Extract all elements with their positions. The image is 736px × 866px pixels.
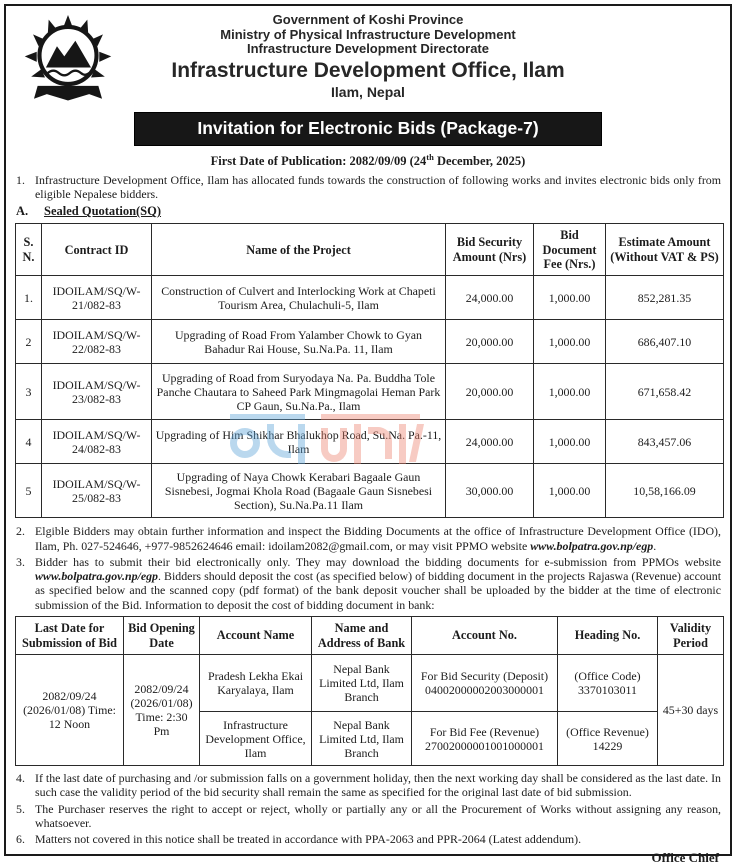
cell-bid-security: 24,000.00 <box>446 420 534 464</box>
cell-sn: 3 <box>16 364 42 420</box>
cell-bank: Nepal Bank Limited Ltd, Ilam Branch <box>312 712 412 766</box>
banner-title: Invitation for Electronic Bids (Package-7) <box>197 117 539 138</box>
table-row <box>16 276 724 320</box>
account-number: 27002000001001000001 <box>425 738 544 753</box>
note-5-text: The Purchaser reserves the right to accept or reject, wholly or partially any or all the Procurement of Works without assigning any reason, whatsoever. <box>35 801 721 830</box>
note-3-number: 3. <box>16 554 25 569</box>
koshi-province-emblem-logo <box>22 12 114 115</box>
heading-number: 14229 <box>592 738 623 753</box>
bids-table <box>15 223 724 518</box>
cell-contract-id: IDOILAM/SQ/W-21/082-83 <box>42 276 152 320</box>
cell-sn: 4 <box>16 420 42 464</box>
table-row <box>16 655 724 712</box>
cell-project: Upgrading of Road From Yalamber Chowk to Gyan Bahadur Rai House, Su.Na.Pa. 11, Ilam <box>152 320 446 364</box>
bank-table-header <box>16 617 724 655</box>
ministry-line: Ministry of Physical Infrastructure Development <box>220 26 516 42</box>
heading-label: (Office Code) <box>574 669 641 684</box>
note-4 <box>15 771 721 800</box>
cell-opening-date: 2082/09/24 (2026/01/08) Time: 2:30 Pm <box>124 655 200 766</box>
account-number: 04002000002003000001 <box>425 683 544 698</box>
note-6 <box>15 832 721 846</box>
cell-bid-security: 20,000.00 <box>446 364 534 420</box>
cell-contract-id: IDOILAM/SQ/W-24/082-83 <box>42 420 152 464</box>
cell-doc-fee: 1,000.00 <box>534 420 606 464</box>
section-a-letter: A. <box>16 204 29 219</box>
note-1-number: 1. <box>16 172 25 187</box>
table-row <box>16 320 724 364</box>
note-1 <box>15 173 721 202</box>
note-2-segment: . <box>653 538 657 553</box>
note-4-number: 4. <box>16 771 25 786</box>
heading-number: 3370103011 <box>577 683 637 698</box>
col-contract-id: Contract ID <box>42 224 152 276</box>
cell-project: Upgrading of Him Shikhar Bhalukhop Road, Su.Na. Pa.-11, Ilam <box>152 420 446 464</box>
cell-contract-id: IDOILAM/SQ/W-23/082-83 <box>42 364 152 420</box>
cell-project: Construction of Culvert and Interlocking Work at Chapeti Tourism Area, Chulachuli-5, Ilam <box>152 276 446 320</box>
note-2-segment: Elgible Bidders may obtain further information and inspect the Bidding Documents at the office of Infrastructure Development Office (IDO), Ilam, Ph. 027-524646, +977-9852624646 email: idoilam2082@gmail.com, or may visit PPMO website <box>35 524 721 553</box>
cell-heading-no <box>558 655 658 712</box>
invitation-banner <box>134 112 602 146</box>
col-account-no: Account No. <box>412 617 558 655</box>
cell-bid-security: 24,000.00 <box>446 276 534 320</box>
publication-prefix: First Date of Publication: 2082/09/09 (24 <box>210 153 427 168</box>
note-5-number: 5. <box>16 801 25 816</box>
account-label: For Bid Fee (Revenue) <box>429 724 540 739</box>
cell-account-name: Infrastructure Development Office, Ilam <box>200 712 312 766</box>
cell-doc-fee: 1,000.00 <box>534 464 606 518</box>
note-5 <box>15 802 721 831</box>
cell-bid-security: 30,000.00 <box>446 464 534 518</box>
account-label: For Bid Security (Deposit) <box>420 669 549 684</box>
ppmo-website-url: www.bolpatra.gov.np/egp <box>530 538 654 553</box>
note-4-text: If the last date of purchasing and /or submission falls on a government holiday, then the next working day shall be considered as the last date. In such case the validity period of the bid security shall remain the same as specified for the original last date of bid submission. <box>35 771 721 800</box>
note-3-segment: . Bidders should deposit the cost (as specified below) of bidding document in the projects Rajaswa (Revenue) account as specified below and the scanned copy (pdf format) of the bank deposit voucher shall be uploaded by the bidder at the time of electronic submission of the Bid. Information to deposit the cost of bidding document in bank: <box>35 569 721 612</box>
table-header-row <box>16 224 724 276</box>
cell-sn: 2 <box>16 320 42 364</box>
cell-estimate: 10,58,166.09 <box>606 464 724 518</box>
col-last-date: Last Date for Submission of Bid <box>16 617 124 655</box>
col-project-name: Name of the Project <box>152 224 446 276</box>
directorate-line: Infrastructure Development Directorate <box>246 41 489 56</box>
table-header-row <box>16 617 724 655</box>
publication-ordinal: th <box>426 151 434 162</box>
cell-bid-security: 20,000.00 <box>446 320 534 364</box>
col-heading-no: Heading No. <box>558 617 658 655</box>
table-row <box>16 464 724 518</box>
col-bid-security: Bid Security Amount (Nrs) <box>446 224 534 276</box>
note-6-number: 6. <box>16 832 25 847</box>
note-1-text: Infrastructure Development Office, Ilam has allocated funds towards the construction of following works and invites electronic bids only from eligible Nepalese bidders. <box>35 172 721 201</box>
cell-doc-fee: 1,000.00 <box>534 276 606 320</box>
col-doc-fee: Bid Document Fee (Nrs.) <box>534 224 606 276</box>
cell-sn: 5 <box>16 464 42 518</box>
note-3-segment: Bidder has to submit their bid electronically only. They may download the bidding documents for e-submission from PPMOs website <box>35 554 721 569</box>
ppmo-website-url: www.bolpatra.gov.np/egp <box>35 569 158 584</box>
office-title: Infrastructure Development Office, Ilam <box>171 58 565 82</box>
cell-estimate: 686,407.10 <box>606 320 724 364</box>
cell-bank: Nepal Bank Limited Ltd, Ilam Branch <box>312 655 412 712</box>
publication-suffix: December, 2025) <box>433 153 526 168</box>
cell-contract-id: IDOILAM/SQ/W-25/082-83 <box>42 464 152 518</box>
emblem-icon <box>22 12 114 110</box>
cell-project: Upgrading of Naya Chowk Kerabari Bagaale Gaun Sisnebesi, Jogmai Khola Road (Bagaale Gaun Sisnebesi Section), Su.Na.Pa.11 Ilam <box>152 464 446 518</box>
note-2-text <box>35 524 721 553</box>
col-bank: Name and Address of Bank <box>312 617 412 655</box>
cell-account-no <box>412 712 558 766</box>
note-6-text: Matters not covered in this notice shall be treated in accordance with PPA-2063 and PPR-2064 (Latest addendum). <box>35 832 582 847</box>
note-2 <box>15 524 721 553</box>
cell-estimate: 671,658.42 <box>606 364 724 420</box>
col-estimate: Estimate Amount (Without VAT & PS) <box>606 224 724 276</box>
cell-estimate: 852,281.35 <box>606 276 724 320</box>
bank-deposit-table <box>15 616 724 766</box>
publication-date-line <box>15 152 721 169</box>
col-validity: Validity Period <box>658 617 724 655</box>
cell-sn: 1. <box>16 276 42 320</box>
table-row <box>16 364 724 420</box>
col-opening-date: Bid Opening Date <box>124 617 200 655</box>
col-sn: S. N. <box>16 224 42 276</box>
section-a-title: Sealed Quotation(SQ) <box>44 204 162 219</box>
office-location: Ilam, Nepal <box>331 83 405 100</box>
bids-table-header <box>16 224 724 276</box>
section-a-heading <box>15 204 721 219</box>
letterhead <box>15 13 721 100</box>
government-line: Government of Koshi Province <box>272 12 464 27</box>
cell-estimate: 843,457.06 <box>606 420 724 464</box>
cell-project: Upgrading of Road from Suryodaya Na. Pa. Buddha Tole Panche Chautara to Saheed Park Mingmagolai Heman Park CP Gaun, Su.Na.Pa., Ilam <box>152 364 446 420</box>
office-chief-signature: Office Chief <box>651 849 719 865</box>
heading-label: (Office Revenue) <box>566 724 649 739</box>
note-2-number: 2. <box>16 524 25 539</box>
cell-account-no <box>412 655 558 712</box>
table-row <box>16 420 724 464</box>
notice-page <box>4 4 732 865</box>
note-3 <box>15 555 721 612</box>
cell-doc-fee: 1,000.00 <box>534 364 606 420</box>
cell-doc-fee: 1,000.00 <box>534 320 606 364</box>
cell-contract-id: IDOILAM/SQ/W-22/082-83 <box>42 320 152 364</box>
note-3-text <box>35 555 721 612</box>
cell-last-date: 2082/09/24 (2026/01/08) Time: 12 Noon <box>16 655 124 766</box>
cell-account-name: Pradesh Lekha Ekai Karyalaya, Ilam <box>200 655 312 712</box>
cell-validity: 45+30 days <box>658 655 724 766</box>
cell-heading-no <box>558 712 658 766</box>
col-account-name: Account Name <box>200 617 312 655</box>
